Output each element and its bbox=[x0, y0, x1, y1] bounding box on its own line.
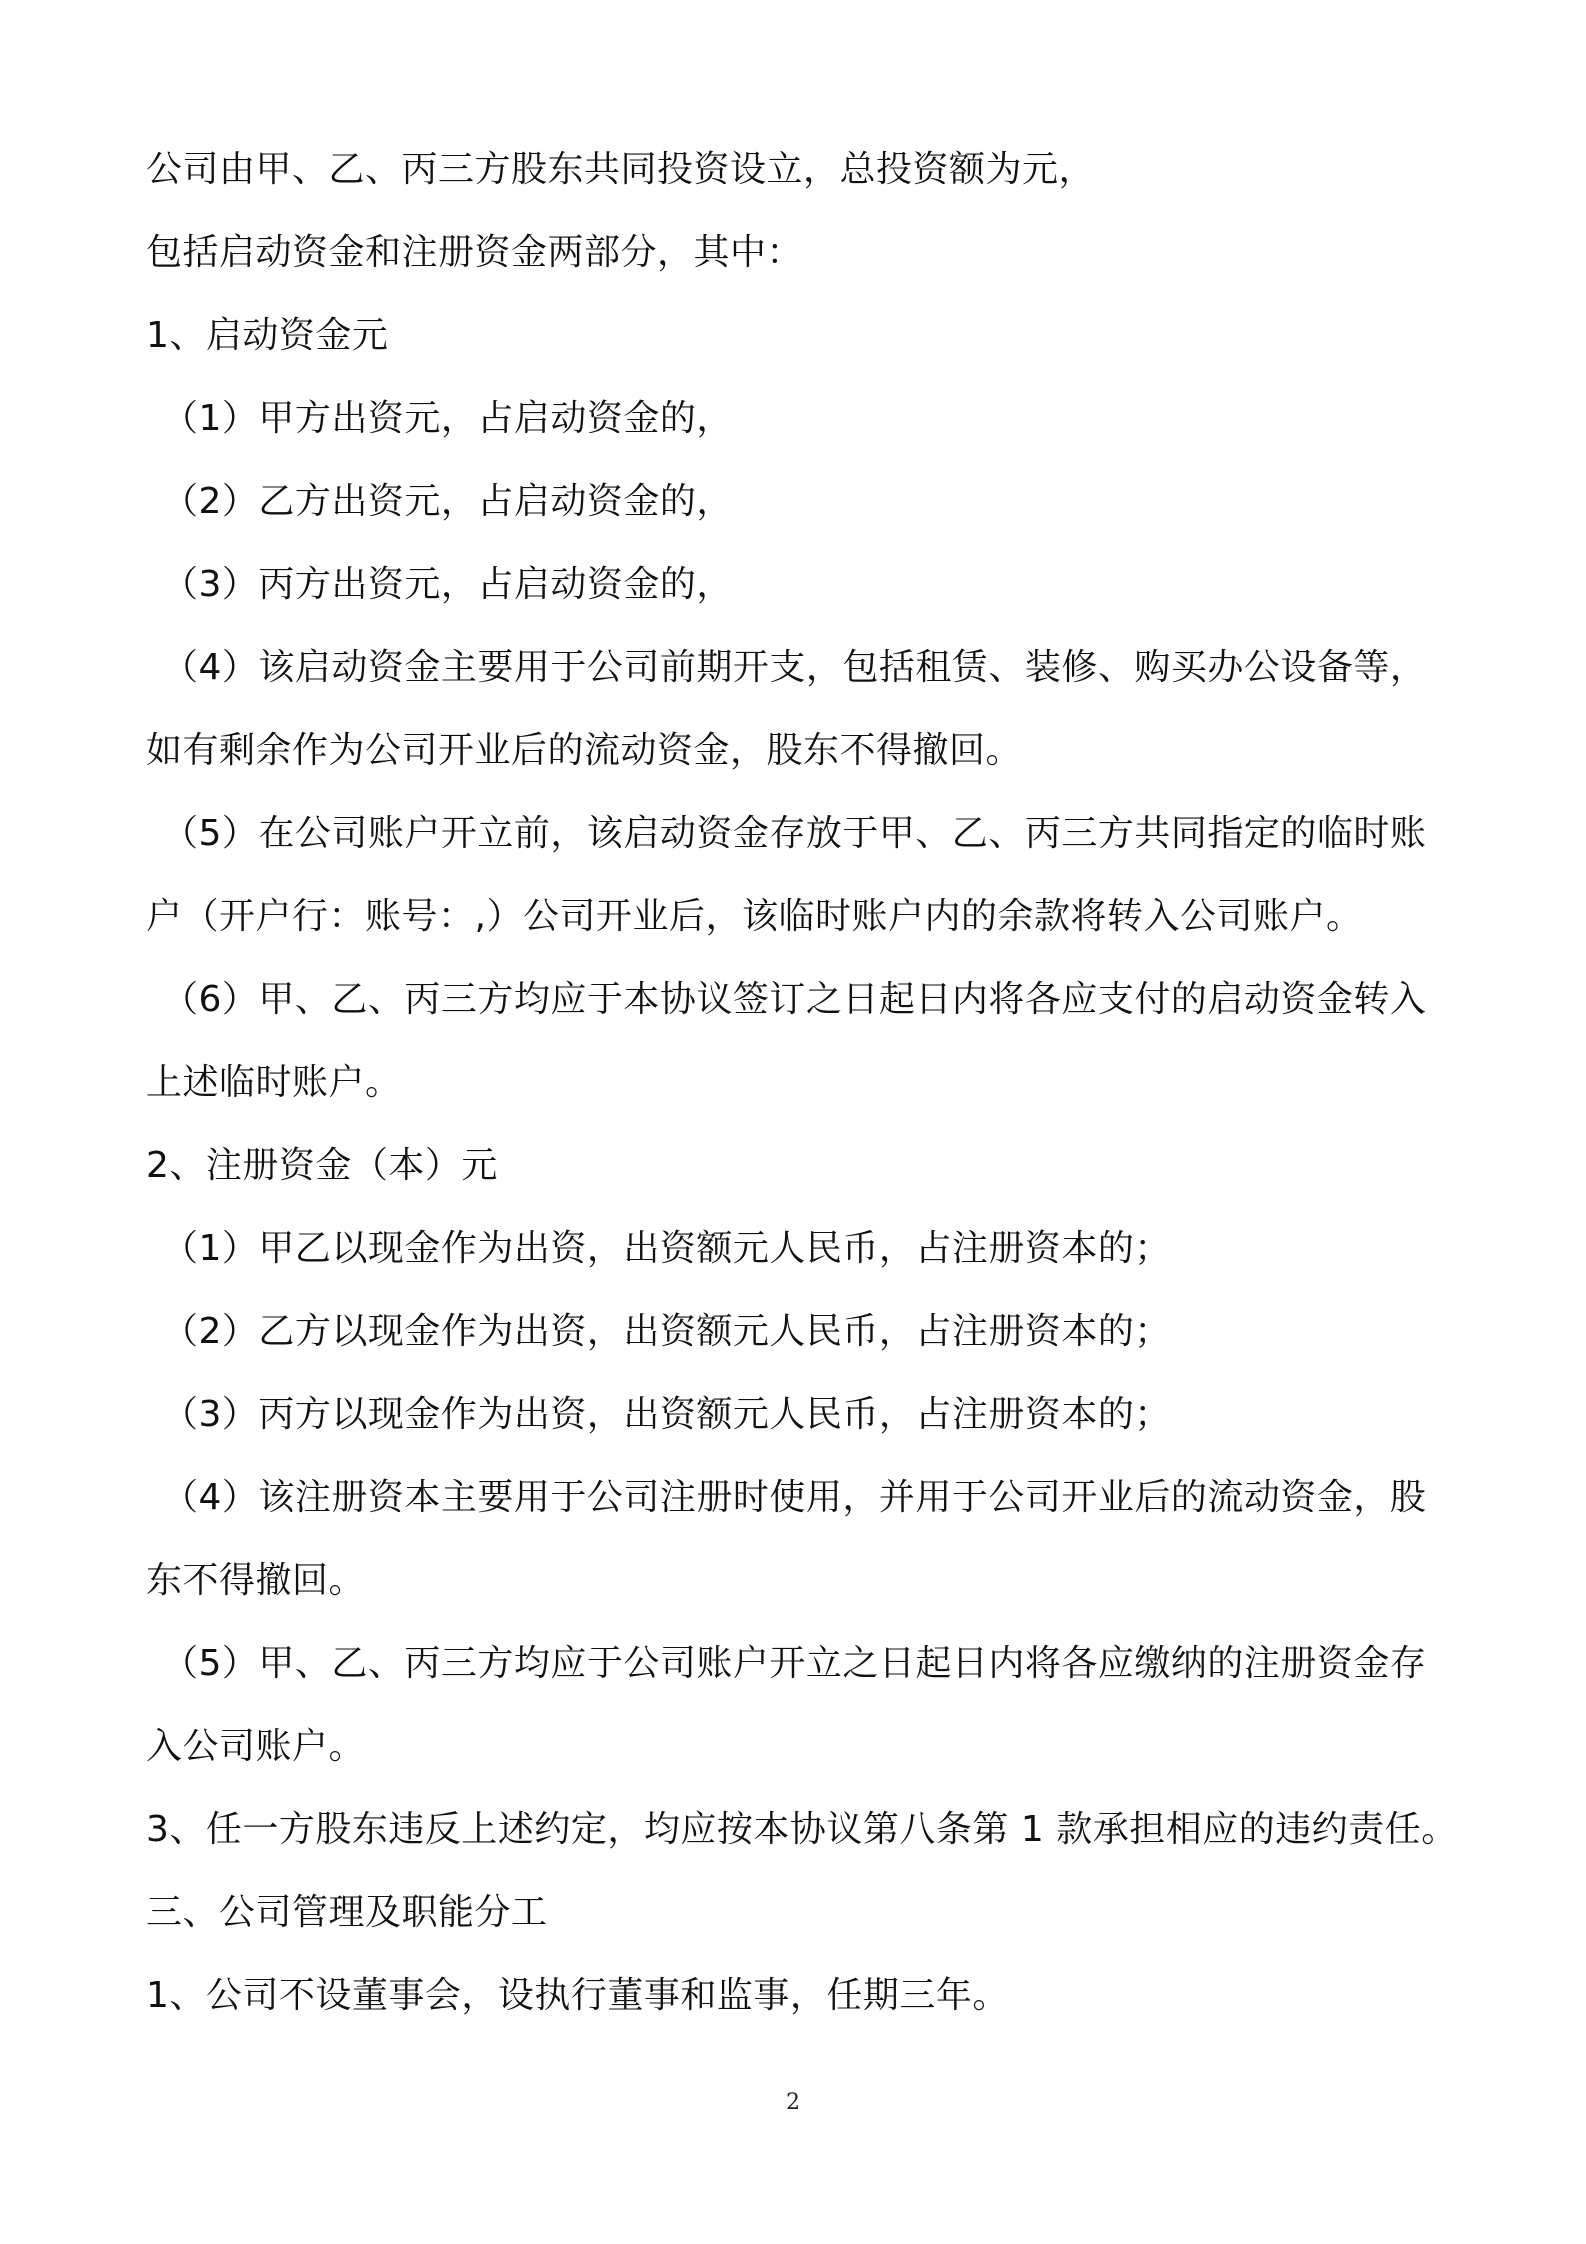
document-body bbox=[146, 128, 1466, 2037]
section-heading: 三、公司管理及职能分工 bbox=[146, 1892, 548, 1933]
list-item: （4）该启动资金主要用于公司前期开支，包括租赁、装修、购买办公设备等， bbox=[162, 647, 1427, 688]
list-item: （2）乙方以现金作为出资，出资额元人民币，占注册资本的； bbox=[162, 1311, 1171, 1352]
paragraph-line: 如有剩余作为公司开业后的流动资金，股东不得撤回。 bbox=[146, 730, 1023, 771]
page-number: 2 bbox=[786, 2090, 800, 2115]
list-item: （4）该注册资本主要用于公司注册时使用，并用于公司开业后的流动资金，股 bbox=[162, 1477, 1427, 1518]
paragraph-line: 入公司账户。 bbox=[146, 1726, 366, 1767]
list-item: （5）甲、乙、丙三方均应于公司账户开立之日起日内将各应缴纳的注册资金存 bbox=[162, 1643, 1427, 1684]
paragraph-line: 户（开户行：账号：,）公司开业后，该临时账户内的余款将转入公司账户。 bbox=[146, 896, 1363, 937]
paragraph-line: 1、公司不设董事会，设执行董事和监事，任期三年。 bbox=[146, 1975, 1009, 2016]
paragraph-line: 3、任一方股东违反上述约定，均应按本协议第八条第 1 款承担相应的违约责任。 bbox=[146, 1809, 1458, 1850]
section-heading: 2、注册资金（本）元 bbox=[146, 1145, 498, 1186]
section-heading: 1、启动资金元 bbox=[146, 315, 389, 356]
list-item: （3）丙方以现金作为出资，出资额元人民币，占注册资本的； bbox=[162, 1394, 1171, 1435]
list-item: （6）甲、乙、丙三方均应于本协议签订之日起日内将各应支付的启动资金转入 bbox=[162, 979, 1427, 1020]
list-item: （1）甲方出资元，占启动资金的， bbox=[162, 398, 733, 439]
paragraph-line: 公司由甲、乙、丙三方股东共同投资设立，总投资额为元， bbox=[146, 149, 1096, 190]
list-item: （2）乙方出资元，占启动资金的， bbox=[162, 481, 733, 522]
paragraph-line: 包括启动资金和注册资金两部分，其中： bbox=[146, 232, 804, 273]
paragraph-line: 东不得撤回。 bbox=[146, 1560, 366, 1601]
list-item: （1）甲乙以现金作为出资，出资额元人民币，占注册资本的； bbox=[162, 1228, 1171, 1269]
list-item: （5）在公司账户开立前，该启动资金存放于甲、乙、丙三方共同指定的临时账 bbox=[162, 813, 1427, 854]
list-item: （3）丙方出资元，占启动资金的， bbox=[162, 564, 733, 605]
paragraph-line: 上述临时账户。 bbox=[146, 1062, 402, 1103]
